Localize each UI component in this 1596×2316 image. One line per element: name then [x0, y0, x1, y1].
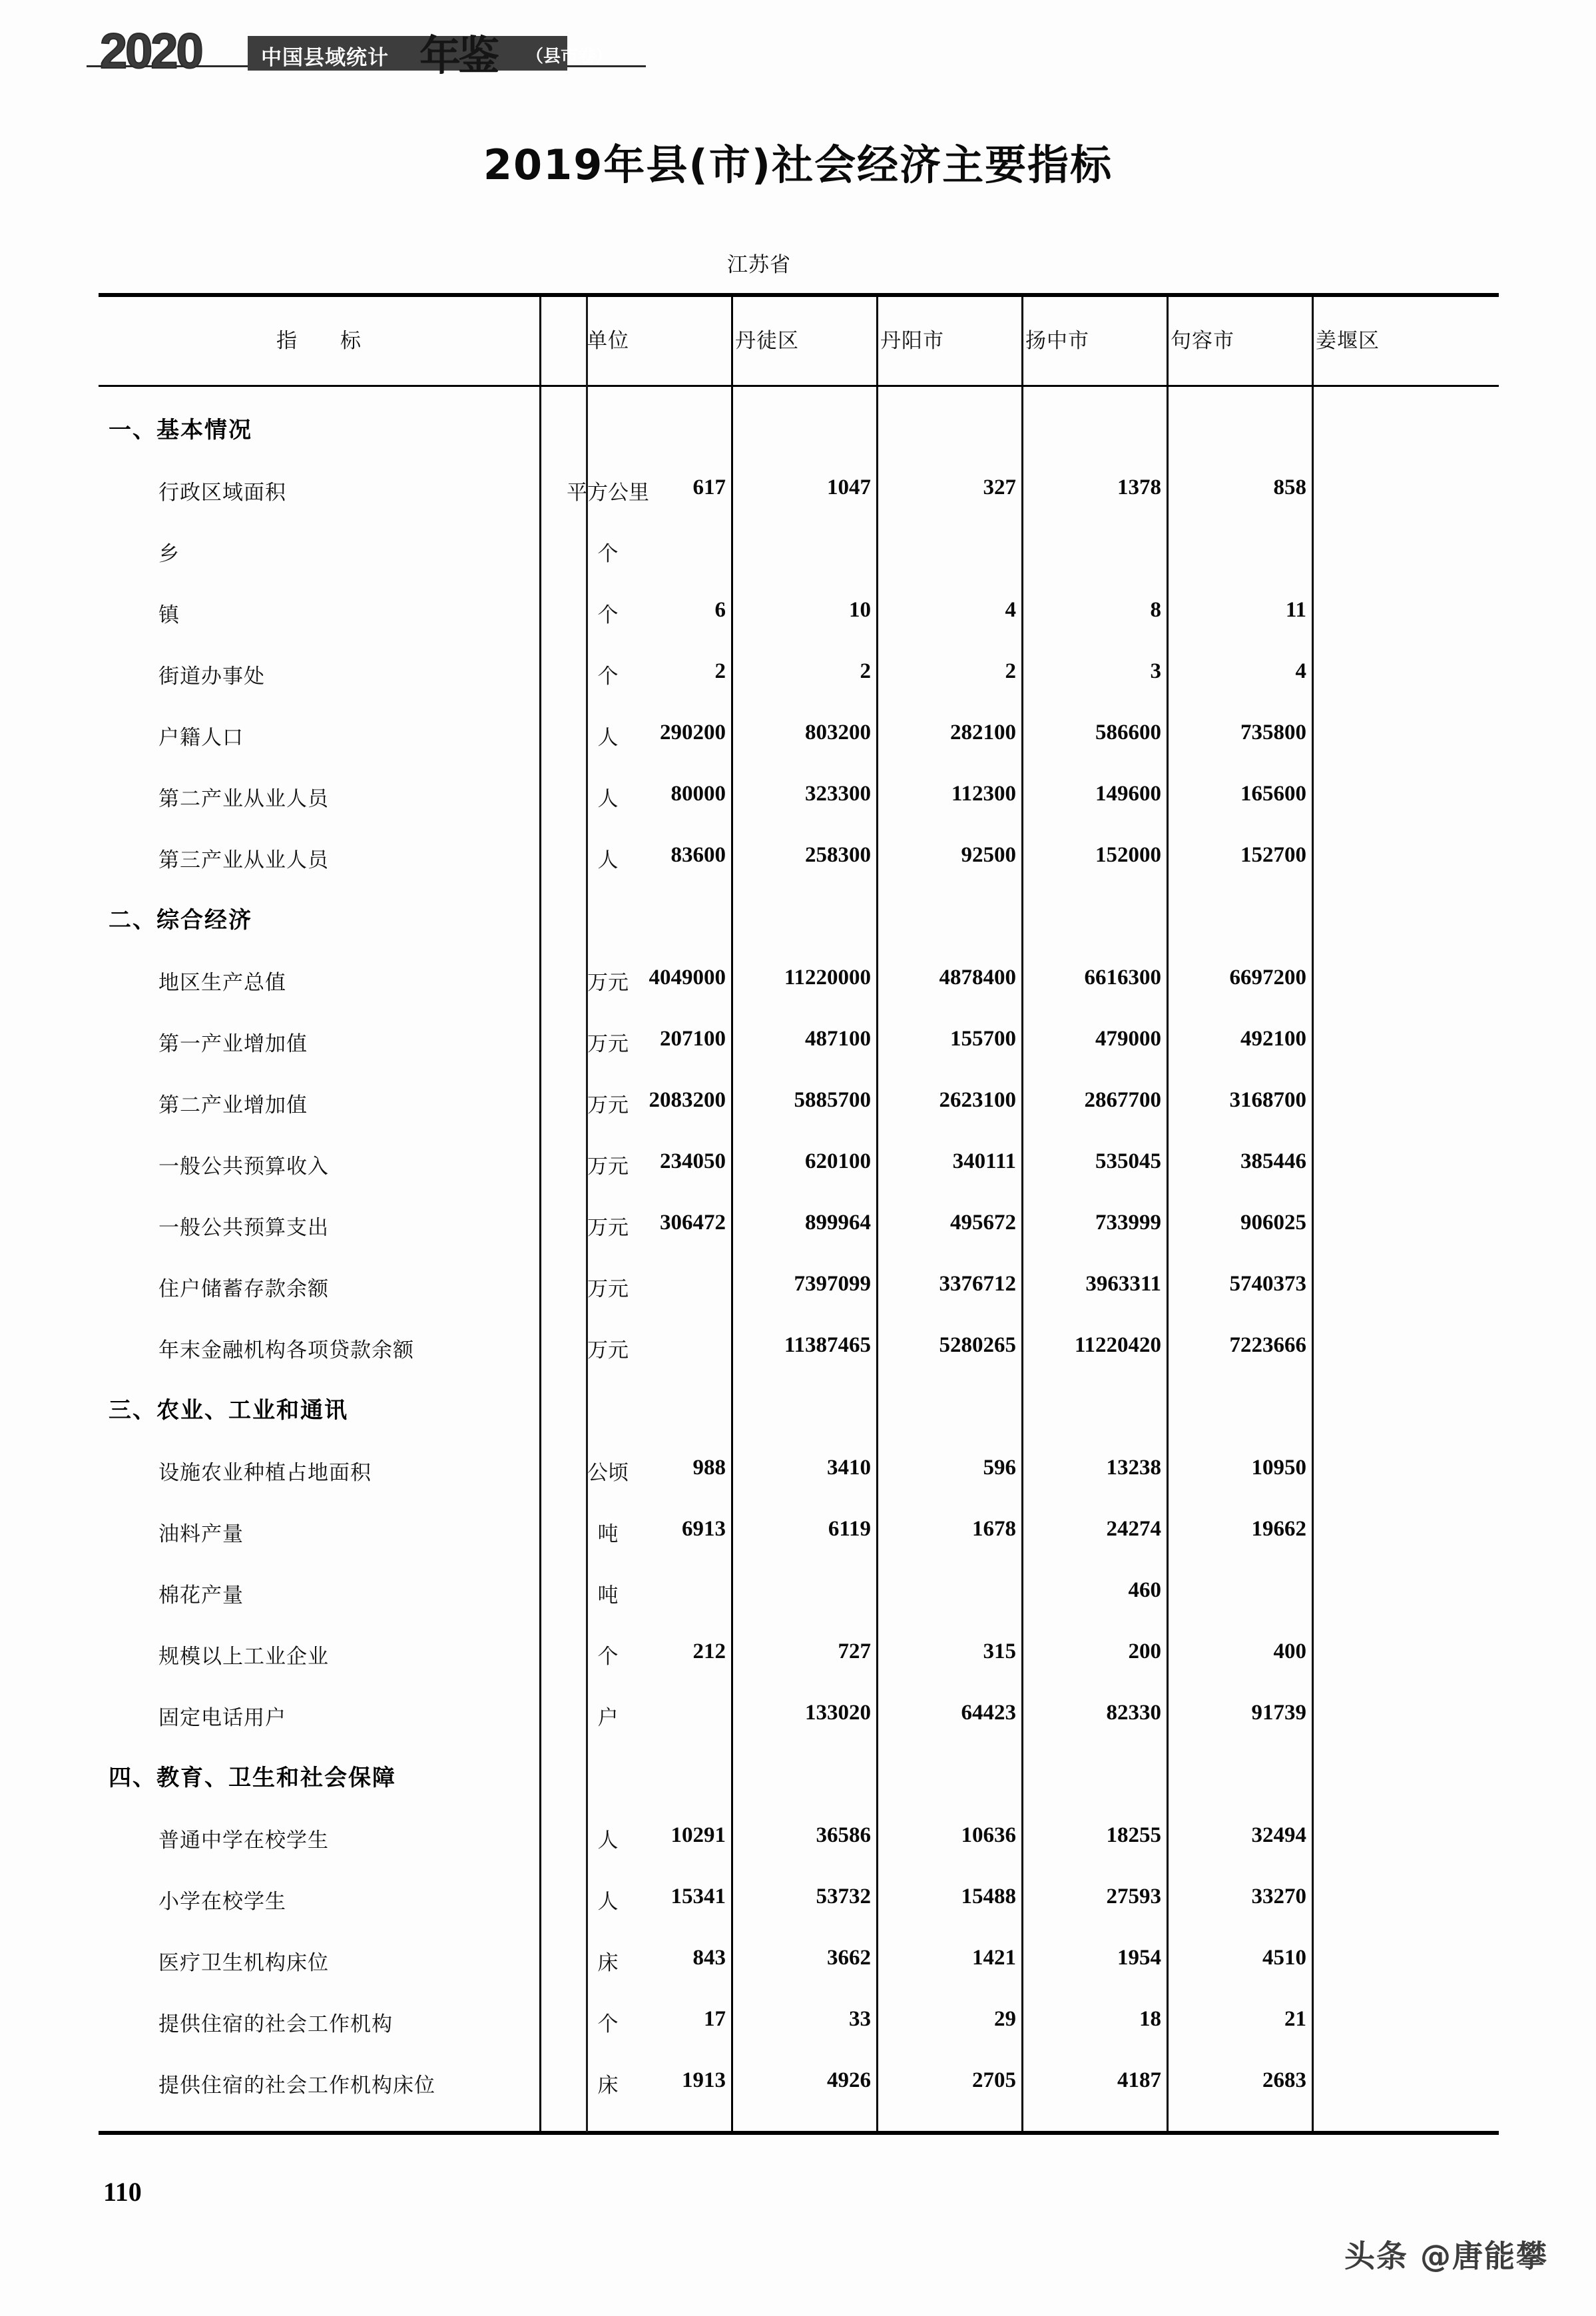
value-cell: 385446 — [1240, 1149, 1306, 1173]
value-cell: 1678 — [972, 1517, 1016, 1541]
table-row — [99, 522, 1499, 583]
value-cell: 727 — [838, 1639, 871, 1663]
value-cell: 315 — [983, 1639, 1016, 1663]
value-cell: 80000 — [670, 782, 726, 806]
value-cell: 2623100 — [939, 1088, 1016, 1112]
value-cell: 2 — [860, 659, 871, 683]
value-cell: 340111 — [952, 1149, 1016, 1173]
value-cell: 152700 — [1240, 843, 1306, 867]
indicator-label: 一般公共预算支出 — [158, 1216, 329, 1240]
column-header-4: 扬中市 — [1025, 329, 1089, 353]
unit-cell: 个 — [597, 542, 619, 566]
unit-cell: 万元 — [587, 1277, 629, 1301]
indicator-label: 医疗卫生机构床位 — [158, 1951, 329, 1975]
value-cell: 2083200 — [649, 1088, 726, 1112]
value-cell: 3963311 — [1085, 1272, 1161, 1296]
unit-cell: 吨 — [597, 1584, 619, 1607]
table-row — [99, 1012, 1499, 1073]
value-cell: 1378 — [1117, 475, 1161, 499]
value-cell: 13238 — [1106, 1456, 1161, 1480]
table-row — [99, 400, 1499, 461]
value-cell: 495672 — [950, 1211, 1016, 1235]
section-heading: 四、教育、卫生和社会保障 — [109, 1765, 396, 1791]
table-row — [99, 1931, 1499, 1992]
value-cell: 165600 — [1240, 782, 1306, 806]
indicator-label: 小学在校学生 — [158, 1890, 286, 1914]
indicator-label: 第一产业增加值 — [158, 1032, 308, 1056]
value-cell: 15488 — [961, 1884, 1016, 1908]
value-cell: 64423 — [961, 1701, 1016, 1725]
table-bottom-rule — [99, 2131, 1499, 2135]
value-cell: 19662 — [1251, 1517, 1306, 1541]
value-cell: 92500 — [961, 843, 1016, 867]
value-cell: 149600 — [1095, 782, 1161, 806]
value-cell: 2683 — [1262, 2068, 1306, 2092]
value-cell: 258300 — [805, 843, 871, 867]
value-cell: 10950 — [1251, 1456, 1306, 1480]
indicator-label: 普通中学在校学生 — [158, 1829, 329, 1853]
value-cell: 27593 — [1106, 1884, 1161, 1908]
value-cell: 5885700 — [794, 1088, 871, 1112]
value-cell: 4049000 — [649, 966, 726, 990]
masthead-logo — [100, 19, 633, 84]
table-row — [99, 1135, 1499, 1196]
unit-cell: 户 — [597, 1706, 619, 1730]
indicator-label: 地区生产总值 — [158, 971, 286, 995]
value-cell: 1421 — [972, 1946, 1016, 1970]
column-header-0: 指 标 — [276, 329, 362, 353]
indicator-label: 街道办事处 — [158, 665, 265, 689]
unit-cell: 吨 — [597, 1522, 619, 1546]
value-cell: 7223666 — [1229, 1333, 1306, 1357]
province-label: 江苏省 — [727, 253, 791, 277]
table-row — [99, 1441, 1499, 1502]
value-cell: 15341 — [670, 1884, 726, 1908]
table-row — [99, 1257, 1499, 1318]
table-row — [99, 1502, 1499, 1564]
unit-cell: 万元 — [587, 1216, 629, 1240]
masthead-brush-text: 年鉴 — [419, 31, 497, 80]
indicator-label: 提供住宿的社会工作机构床位 — [158, 2074, 435, 2098]
indicator-label: 固定电话用户 — [158, 1706, 286, 1730]
table-top-rule — [99, 293, 1499, 297]
unit-cell: 人 — [597, 1890, 619, 1914]
value-cell: 11220000 — [784, 966, 871, 990]
value-cell: 33270 — [1251, 1884, 1306, 1908]
value-cell: 620100 — [805, 1149, 871, 1173]
value-cell: 735800 — [1240, 721, 1306, 744]
value-cell: 207100 — [660, 1027, 726, 1051]
indicator-label: 油料产量 — [158, 1522, 244, 1546]
indicator-label: 棉花产量 — [158, 1584, 244, 1607]
value-cell: 1954 — [1117, 1946, 1161, 1970]
value-cell: 899964 — [805, 1211, 871, 1235]
value-cell: 6119 — [828, 1517, 871, 1541]
value-cell: 733999 — [1095, 1211, 1161, 1235]
indicator-label: 乡 — [158, 542, 180, 566]
page-title: 2019年县(市)社会经济主要指标 — [483, 141, 1113, 189]
table-row — [99, 1318, 1499, 1380]
indicator-label: 第三产业从业人员 — [158, 848, 329, 872]
table-row — [99, 1747, 1499, 1809]
value-cell: 10 — [849, 598, 871, 622]
table-row — [99, 1809, 1499, 1870]
value-cell: 596 — [983, 1456, 1016, 1480]
value-cell: 3662 — [827, 1946, 871, 1970]
value-cell: 2867700 — [1084, 1088, 1161, 1112]
table-row — [99, 1564, 1499, 1625]
value-cell: 4 — [1295, 659, 1306, 683]
table-header-rule — [99, 385, 1499, 387]
unit-cell: 公顷 — [587, 1461, 629, 1485]
section-heading: 三、农业、工业和通讯 — [109, 1397, 348, 1424]
table-row — [99, 890, 1499, 951]
value-cell: 91739 — [1251, 1701, 1306, 1725]
value-cell: 906025 — [1240, 1211, 1306, 1235]
masthead-year: 2020 — [100, 23, 202, 79]
value-cell: 327 — [983, 475, 1016, 499]
value-cell: 133020 — [805, 1701, 871, 1725]
unit-cell: 床 — [597, 2074, 619, 2098]
value-cell: 5740373 — [1229, 1272, 1306, 1296]
table-row — [99, 2054, 1499, 2115]
masthead-series-text: 中国县域统计 — [261, 46, 389, 70]
unit-cell: 人 — [597, 787, 619, 811]
unit-cell: 人 — [597, 1829, 619, 1853]
value-cell: 212 — [692, 1639, 726, 1663]
value-cell: 21 — [1284, 2007, 1306, 2031]
unit-cell: 万元 — [587, 1155, 629, 1179]
value-cell: 4926 — [827, 2068, 871, 2092]
value-cell: 586600 — [1095, 721, 1161, 744]
value-cell: 3410 — [827, 1456, 871, 1480]
value-cell: 3168700 — [1229, 1088, 1306, 1112]
unit-cell: 个 — [597, 665, 619, 689]
value-cell: 10291 — [670, 1823, 726, 1847]
table-row — [99, 461, 1499, 522]
indicator-label: 户籍人口 — [158, 726, 244, 750]
value-cell: 18 — [1139, 2007, 1161, 2031]
indicator-label: 提供住宿的社会工作机构 — [158, 2012, 393, 2036]
value-cell: 8 — [1150, 598, 1161, 622]
value-cell: 4510 — [1262, 1946, 1306, 1970]
table-row — [99, 706, 1499, 767]
column-header-3: 丹阳市 — [880, 329, 944, 353]
value-cell: 83600 — [670, 843, 726, 867]
value-cell: 988 — [692, 1456, 726, 1480]
value-cell: 858 — [1273, 475, 1306, 499]
value-cell: 11220420 — [1074, 1333, 1161, 1357]
indicator-label: 第二产业从业人员 — [158, 787, 329, 811]
value-cell: 492100 — [1240, 1027, 1306, 1051]
value-cell: 479000 — [1095, 1027, 1161, 1051]
table-row — [99, 951, 1499, 1012]
value-cell: 5280265 — [939, 1333, 1016, 1357]
value-cell: 36586 — [816, 1823, 871, 1847]
column-header-5: 句容市 — [1171, 329, 1234, 353]
value-cell: 400 — [1273, 1639, 1306, 1663]
unit-cell: 平方公里 — [567, 481, 649, 505]
value-cell: 460 — [1128, 1578, 1161, 1602]
value-cell: 1913 — [682, 2068, 726, 2092]
table-row — [99, 645, 1499, 706]
value-cell: 290200 — [660, 721, 726, 744]
value-cell: 200 — [1128, 1639, 1161, 1663]
unit-cell: 万元 — [587, 1338, 629, 1362]
value-cell: 4 — [1005, 598, 1016, 622]
value-cell: 487100 — [805, 1027, 871, 1051]
table-row — [99, 1073, 1499, 1135]
value-cell: 3 — [1150, 659, 1161, 683]
value-cell: 7397099 — [794, 1272, 871, 1296]
value-cell: 6 — [714, 598, 726, 622]
table-row — [99, 583, 1499, 645]
table-row — [99, 1870, 1499, 1931]
unit-cell: 人 — [597, 848, 619, 872]
value-cell: 6616300 — [1084, 966, 1161, 990]
indicator-label: 镇 — [158, 603, 180, 627]
value-cell: 53732 — [816, 1884, 871, 1908]
value-cell: 2 — [1005, 659, 1016, 683]
value-cell: 535045 — [1095, 1149, 1161, 1173]
value-cell: 1047 — [827, 475, 871, 499]
table-row — [99, 1625, 1499, 1686]
section-heading: 二、综合经济 — [109, 907, 252, 934]
value-cell: 323300 — [805, 782, 871, 806]
unit-cell: 床 — [597, 1951, 619, 1975]
value-cell: 4878400 — [939, 966, 1016, 990]
value-cell: 4187 — [1117, 2068, 1161, 2092]
table-row — [99, 828, 1499, 890]
indicator-label: 住户储蓄存款余额 — [158, 1277, 329, 1301]
indicator-label: 设施农业种植占地面积 — [158, 1461, 372, 1485]
unit-cell: 个 — [597, 603, 619, 627]
section-heading: 一、基本情况 — [109, 417, 252, 443]
column-header-1: 单位 — [587, 329, 629, 353]
value-cell: 282100 — [950, 721, 1016, 744]
column-header-2: 丹徒区 — [735, 329, 799, 353]
table-row — [99, 1196, 1499, 1257]
value-cell: 155700 — [950, 1027, 1016, 1051]
indicator-label: 行政区域面积 — [158, 481, 286, 505]
indicator-label: 规模以上工业企业 — [158, 1645, 329, 1669]
value-cell: 843 — [692, 1946, 726, 1970]
unit-cell: 个 — [597, 1645, 619, 1669]
unit-cell: 万元 — [587, 971, 629, 995]
value-cell: 32494 — [1251, 1823, 1306, 1847]
value-cell: 112300 — [951, 782, 1016, 806]
table-row — [99, 1380, 1499, 1441]
value-cell: 2 — [714, 659, 726, 683]
value-cell: 306472 — [660, 1211, 726, 1235]
value-cell: 17 — [704, 2007, 726, 2031]
value-cell: 11387465 — [784, 1333, 871, 1357]
watermark: 头条 @唐能攀 — [1344, 2238, 1548, 2274]
value-cell: 617 — [692, 475, 726, 499]
value-cell: 82330 — [1106, 1701, 1161, 1725]
indicator-label: 一般公共预算收入 — [158, 1155, 329, 1179]
indicator-label: 第二产业增加值 — [158, 1093, 308, 1117]
value-cell: 234050 — [660, 1149, 726, 1173]
value-cell: 24274 — [1106, 1517, 1161, 1541]
unit-cell: 万元 — [587, 1093, 629, 1117]
value-cell: 11 — [1285, 598, 1306, 622]
masthead-volume-text: （县市卷） — [526, 47, 613, 67]
value-cell: 33 — [849, 2007, 871, 2031]
value-cell: 18255 — [1106, 1823, 1161, 1847]
table-row — [99, 767, 1499, 828]
value-cell: 6697200 — [1229, 966, 1306, 990]
value-cell: 6913 — [682, 1517, 726, 1541]
value-cell: 152000 — [1095, 843, 1161, 867]
value-cell: 803200 — [805, 721, 871, 744]
value-cell: 3376712 — [939, 1272, 1016, 1296]
value-cell: 2705 — [972, 2068, 1016, 2092]
indicator-label: 年末金融机构各项贷款余额 — [158, 1338, 414, 1362]
unit-cell: 个 — [597, 2012, 619, 2036]
unit-cell: 万元 — [587, 1032, 629, 1056]
table-row — [99, 1992, 1499, 2054]
value-cell: 29 — [994, 2007, 1016, 2031]
unit-cell: 人 — [597, 726, 619, 750]
page-number: 110 — [103, 2177, 142, 2207]
table-row — [99, 1686, 1499, 1747]
value-cell: 10636 — [961, 1823, 1016, 1847]
column-header-6: 姜堰区 — [1316, 329, 1380, 353]
